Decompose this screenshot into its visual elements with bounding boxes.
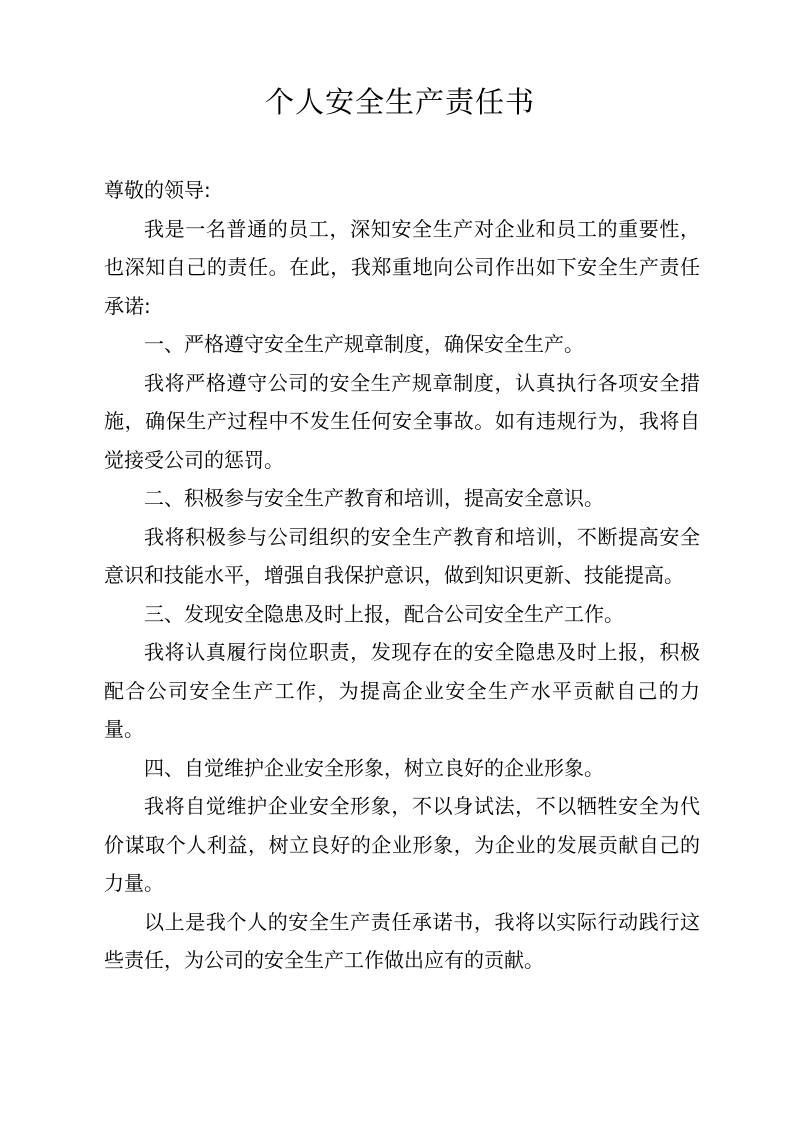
section-heading-1: 一、严格遵守安全生产规章制度，确保安全生产。 [144,332,584,356]
section-body-1: 我将严格遵守公司的安全生产规章制度，认真执行各项安全措施，确保生产过程中不发生任何安全事故。如有违规行为，我将自觉接受公司的惩罚。 [104,370,700,472]
intro-paragraph: 我是一名普通的员工，深知安全生产对企业和员工的重要性，也深知自己的责任。在此，我郑重地向公司作出如下安全生产责任承诺: [104,216,700,318]
section-body-4: 我将自觉维护企业安全形象，不以身试法，不以牺牲安全为代价谋取个人利益，树立良好的企业形象，为企业的发展贡献自己的力量。 [104,794,700,895]
page-title: 个人安全生产责任书 [264,85,535,119]
salutation: 尊敬的领导: [104,178,211,202]
section-heading-2: 二、积极参与安全生产教育和培训，提高安全意识。 [144,486,604,510]
document-body [104,171,700,980]
section-heading-4: 四、自觉维护企业安全形象，树立良好的企业形象。 [144,755,604,780]
section-heading-3: 三、发现安全隐患及时上报，配合公司安全生产工作。 [144,601,624,626]
closing-paragraph: 以上是我个人的安全生产责任承诺书，我将以实际行动践行这些责任，为公司的安全生产工作做出应有的贡献。 [104,909,700,972]
section-body-2: 我将积极参与公司组织的安全生产教育和培训，不断提高安全意识和技能水平，增强自我保护意识，做到知识更新、技能提高。 [104,524,700,587]
section-body-3: 我将认真履行岗位职责，发现存在的安全隐患及时上报，积极配合公司安全生产工作，为提高企业安全生产水平贡献自己的力量。 [104,640,700,741]
